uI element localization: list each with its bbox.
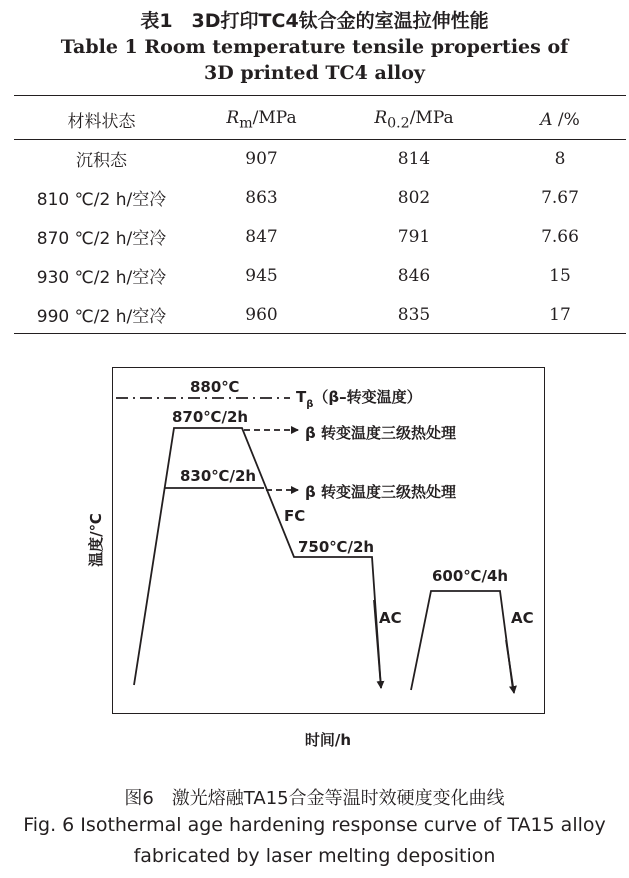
- cell-a: 17: [549, 304, 571, 325]
- table-caption-cn: 表1 3D打印TC4钛合金的室温拉伸性能: [140, 10, 489, 32]
- figure-caption-en-line2: fabricated by laser melting deposition: [133, 845, 496, 867]
- label-arrow2: β 转变温度三级热处理: [305, 483, 456, 501]
- label-tbeta: [296, 388, 422, 410]
- cell-a: 7.67: [541, 187, 579, 208]
- table-caption-en-line1: Table 1 Room temperature tensile properties of: [60, 36, 569, 58]
- label-arrow1: β 转变温度三级热处理: [305, 424, 456, 442]
- header-rm-unit: /MPa: [252, 107, 297, 128]
- label-ac1: AC: [379, 609, 402, 627]
- figure-caption-en-line1: Fig. 6 Isothermal age hardening response curve of TA15 alloy: [23, 814, 606, 836]
- header-rm-symbol: R: [226, 107, 240, 128]
- cell-rp: 846: [397, 265, 431, 286]
- cool-arrow-2: [506, 640, 514, 693]
- header-a-symbol: A: [540, 109, 553, 130]
- header-state: 材料状态: [67, 112, 136, 132]
- cell-state: 930 ℃/2 h/空冷: [36, 268, 167, 288]
- y-axis-label: 温度/℃: [87, 513, 105, 567]
- label-tbeta-sub: β: [306, 399, 314, 410]
- label-830: 830℃/2h: [180, 467, 257, 485]
- cell-rm: 907: [245, 148, 278, 169]
- table-caption-en-line2: 3D printed TC4 alloy: [204, 62, 425, 84]
- header-rm-sub: m: [239, 115, 253, 132]
- header-rp-unit: /MPa: [409, 107, 454, 128]
- cell-rp: 835: [397, 304, 431, 325]
- cell-a: 15: [549, 265, 571, 286]
- label-880: 880℃: [190, 378, 240, 396]
- label-750: 750℃/2h: [298, 538, 375, 556]
- cell-rp: 791: [397, 226, 431, 247]
- cell-rp: 802: [397, 187, 431, 208]
- label-fc: FC: [284, 507, 306, 525]
- cell-state: 810 ℃/2 h/空冷: [36, 190, 167, 210]
- cell-a: 8: [554, 148, 566, 169]
- header-rp-symbol: R: [374, 107, 388, 128]
- header-rp-sub: 0.2: [387, 115, 410, 132]
- label-600: 600℃/4h: [432, 567, 509, 585]
- cell-state: 870 ℃/2 h/空冷: [36, 229, 167, 249]
- cell-rm: 847: [245, 226, 278, 247]
- cell-rm: 960: [245, 304, 278, 325]
- label-870: 870℃/2h: [172, 408, 249, 426]
- cell-state: 沉积态: [76, 151, 127, 171]
- cell-rp: 814: [397, 148, 431, 169]
- x-axis-label: 时间/h: [304, 731, 352, 749]
- label-tbeta-symbol: T: [296, 388, 307, 406]
- cell-rm: 945: [245, 265, 278, 286]
- treatment-curve-main: [134, 428, 381, 688]
- cell-state: 990 ℃/2 h/空冷: [36, 307, 167, 327]
- header-a-unit: /%: [552, 109, 580, 130]
- treatment-curve-aging: [411, 591, 513, 690]
- figure-caption-cn: 图6 激光熔融TA15合金等温时效硬度变化曲线: [124, 788, 505, 809]
- label-tbeta-desc: （β–转变温度）: [313, 388, 422, 406]
- cell-rm: 863: [245, 187, 278, 208]
- cell-a: 7.66: [541, 226, 579, 247]
- label-ac2: AC: [511, 609, 534, 627]
